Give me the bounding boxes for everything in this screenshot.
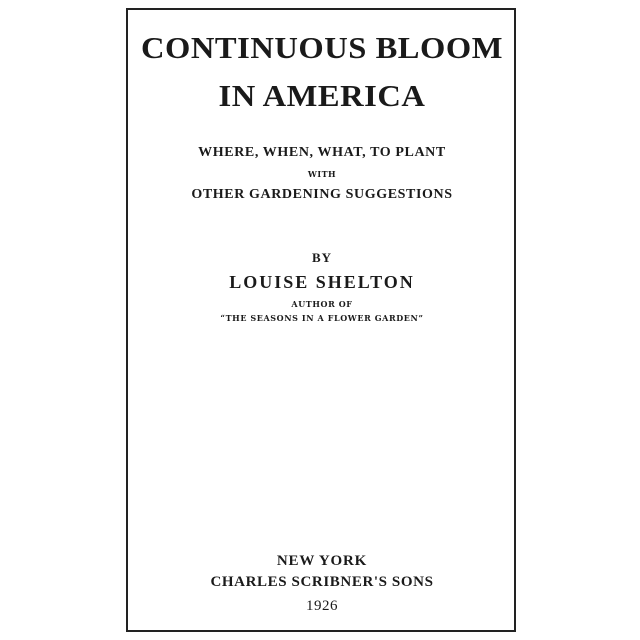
publisher-city: NEW YORK bbox=[276, 553, 368, 569]
author-of-label: AUTHOR OF bbox=[291, 299, 353, 309]
byline-by: BY bbox=[311, 250, 333, 265]
title-line-2: IN AMERICA bbox=[218, 78, 426, 113]
author-name: LOUISE SHELTON bbox=[229, 272, 415, 292]
subtitle-with: WITH bbox=[307, 169, 337, 179]
publisher-name: CHARLES SCRIBNER'S SONS bbox=[210, 574, 434, 590]
subtitle-line-2: OTHER GARDENING SUGGESTIONS bbox=[191, 187, 453, 202]
publication-year: 1926 bbox=[306, 598, 338, 614]
previous-work-title: “THE SEASONS IN A FLOWER GARDEN” bbox=[220, 313, 424, 323]
title-line-1: CONTINUOUS BLOOM bbox=[141, 30, 503, 65]
subtitle-line-1: WHERE, WHEN, WHAT, TO PLANT bbox=[198, 145, 446, 160]
